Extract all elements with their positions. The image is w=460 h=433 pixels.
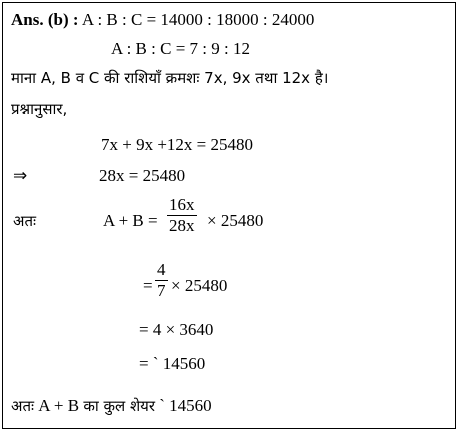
equation-1: 7x + 9x +12x = 25480 bbox=[101, 135, 254, 154]
fraction-4-7 bbox=[155, 260, 168, 301]
solution-box bbox=[2, 2, 456, 429]
fraction-denominator: 7 bbox=[157, 281, 166, 300]
per-question-label: प्रश्नानुसार, bbox=[11, 100, 68, 118]
final-amount: ` 14560 bbox=[159, 396, 212, 415]
implies-symbol: ⇒ bbox=[13, 166, 28, 185]
final-answer-line bbox=[11, 396, 212, 416]
hence-label: अतः bbox=[13, 212, 37, 230]
fraction-16x-28x bbox=[167, 195, 197, 236]
final-hindi-hence: अतः bbox=[11, 397, 35, 415]
ratio-amounts: A : B : C = 14000 : 18000 : 24000 bbox=[81, 10, 315, 29]
times-25480: × 25480 bbox=[207, 211, 264, 230]
equation-2: 28x = 25480 bbox=[99, 166, 186, 185]
fraction-numerator: 4 bbox=[157, 260, 166, 279]
fraction-denominator: 28x bbox=[169, 216, 195, 235]
step-3: = 4 × 3640 bbox=[139, 320, 214, 339]
fraction-numerator: 16x bbox=[169, 195, 195, 214]
equals-sign: = bbox=[143, 276, 153, 295]
final-math: A + B bbox=[38, 396, 80, 415]
times-25480-b: × 25480 bbox=[171, 276, 228, 295]
answer-line bbox=[11, 10, 314, 30]
step-4: = ` 14560 bbox=[139, 354, 206, 373]
a-plus-b-eq: A + B = bbox=[103, 211, 158, 230]
final-hindi-share: का कुल शेयर bbox=[83, 397, 155, 415]
answer-label: Ans. (b) : bbox=[11, 10, 79, 29]
ratio-simplified: A : B : C = 7 : 9 : 12 bbox=[111, 39, 250, 58]
assumption-text: माना A, B व C की राशियाँ क्रमशः 7x, 9x तथा 12x है। bbox=[11, 69, 329, 87]
